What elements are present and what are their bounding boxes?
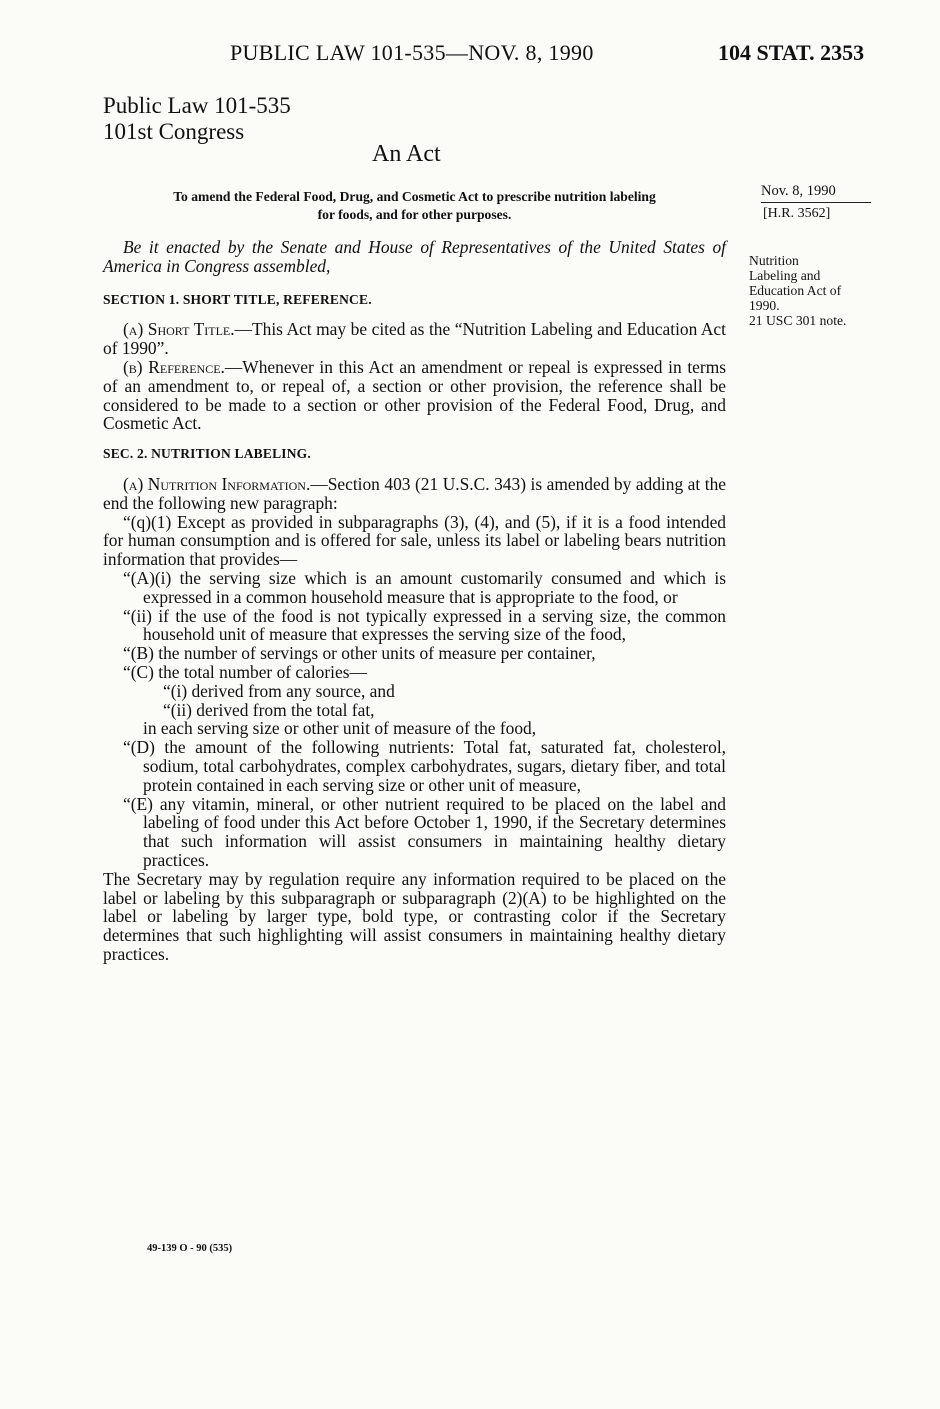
clause-C-tail: in each serving size or other unit of measure of the food, xyxy=(143,718,537,739)
margin-note-line: 21 USC 301 note. xyxy=(749,313,847,328)
subsection-text: —Section 403 (21 U.S.C. 343) is amended by adding at the end the following new paragraph: xyxy=(103,473,726,513)
subsection-label: (a) Short Title. xyxy=(123,319,235,340)
margin-note-line: Education Act of xyxy=(749,283,842,298)
margin-note-line: 1990. xyxy=(749,298,780,313)
act-title: An Act xyxy=(372,141,441,167)
enacting-clause: Be it enacted by the Senate and House of Representatives of the United States of America in Congress assembled, xyxy=(103,237,726,276)
section-2-heading: SEC. 2. NUTRITION LABELING. xyxy=(103,446,311,462)
clause-C-i: “(i) derived from any source, and xyxy=(163,680,395,701)
subsection-text: —Whenever in this Act an amendment or repeal is expressed in terms of an amendment to, or repeal of, a section or other provision, the reference shall be considered to be made to a section or other provision of the Federal Food, Drug, and Cosmetic Act. xyxy=(103,356,726,434)
purpose-statement xyxy=(103,188,726,224)
closing-paragraph: The Secretary may by regulation require any information required to be placed on the label or labeling by this subparagraph or subparagraph (2)(A) to be highlighted on the label or labeling by larger type, bold type, or contrasting color if the Secretary determines that such highlighting will assist consumers in maintaining healthy dietary practices. xyxy=(103,868,726,964)
clause-A-i: “(A)(i) the serving size which is an amount customarily consumed and which is expressed in a common household measure that is appropriate to the food, or xyxy=(123,567,726,607)
subsection-label: (b) Reference. xyxy=(123,356,225,377)
margin-note-line: Nutrition xyxy=(749,253,799,268)
congress-number: 101st Congress xyxy=(103,119,245,144)
subsection-text: —This Act may be cited as the “Nutrition Labeling and Education Act of 1990”. xyxy=(103,319,726,359)
running-head: PUBLIC LAW 101-535—NOV. 8, 1990 xyxy=(230,40,594,65)
subsection-label: (a) Nutrition Information. xyxy=(123,473,311,494)
clause-D: “(D) the amount of the following nutrients: Total fat, saturated fat, cholesterol, sodium, total carbohydrates, complex carbohydrates, sugars, dietary fiber, and total protein contained in each serving size or other unit of measure, xyxy=(123,737,726,795)
section-2-subsection-a xyxy=(103,475,726,513)
stat-citation: 104 STAT. 2353 xyxy=(718,40,865,65)
print-code: 49-139 O - 90 (535) xyxy=(147,1243,233,1254)
document-body xyxy=(103,238,726,964)
clause-B: “(B) the number of servings or other units of measure per container, xyxy=(123,643,596,664)
clause-E: “(E) any vitamin, mineral, or other nutrient required to be placed on the label and labeling of food under this Act before October 1, 1990, if the Secretary determines that such information will assist consumers in maintaining healthy dietary practices. xyxy=(123,793,726,870)
section-1-subsection-b xyxy=(103,358,726,433)
clause-A-ii: “(ii) if the use of the food is not typically expressed in a serving size, the common household unit of measure that expresses the serving size of the food, xyxy=(123,605,726,645)
paragraph-q1: “(q)(1) Except as provided in subparagraphs (3), (4), and (5), if it is a food intended for human consumption and is offered for sale, unless its label or labeling bears nutrition information that provides— xyxy=(103,511,726,570)
margin-note-line: Labeling and xyxy=(749,268,821,283)
margin-bill-number: [H.R. 3562] xyxy=(763,206,831,221)
clause-C: “(C) the total number of calories— xyxy=(123,661,367,682)
purpose-line-1: To amend the Federal Food, Drug, and Cosmetic Act to prescribe nutrition labeling xyxy=(173,189,656,204)
law-number: Public Law 101-535 xyxy=(103,93,291,118)
purpose-line-2: for foods, and for other purposes. xyxy=(317,207,512,222)
clause-C-ii: “(ii) derived from the total fat, xyxy=(163,699,375,720)
margin-notes xyxy=(749,253,889,328)
margin-date: Nov. 8, 1990 xyxy=(761,183,871,203)
section-1-subsection-a xyxy=(103,320,726,358)
section-1-heading: SECTION 1. SHORT TITLE, REFERENCE. xyxy=(103,291,372,307)
